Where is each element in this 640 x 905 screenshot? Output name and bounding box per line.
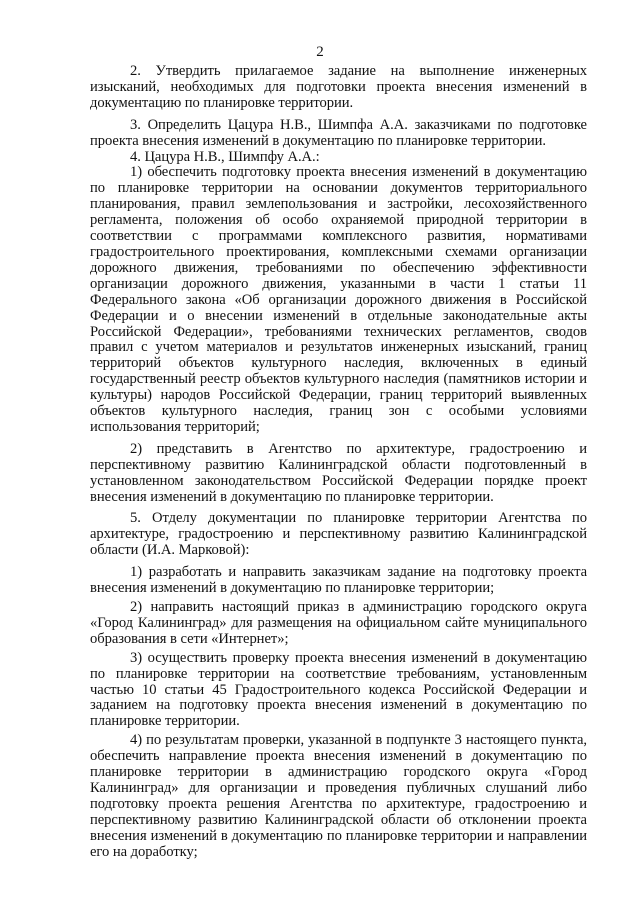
page-number: 2: [316, 44, 324, 60]
paragraph-develop-task: 1) разработать и направить заказчикам задание на подготовку проекта внесения изменений в документацию по планировке территории;: [90, 564, 587, 597]
paragraph-verification-results: 4) по результатам проверки, указанной в подпункте 3 настоящего пункта, обеспечить направление проекта внесения изменений в документацию по планировке территории в администрацию городского округа «Город Калининград» для организации и проведения публичных слушаний либо подготовку проекта решения Агентства по архитектуре, градостроению и перспективному развитию Калининградской области об отклонении проекта внесения изменений в документацию по планировке территории и направлении его на доработку;: [90, 732, 587, 860]
paragraph-ensure-preparation: 1) обеспечить подготовку проекта внесения изменений в документацию по планировке территории на основании документов территориального планирования, правил землепользования и застройки, лесохозяйственного регламента, положения об особо охраняемой природной территории в соответствии с программами комплексного развития, нормативами градостроительного проектирования, комплексными схемами организации дорожного движения, требованиями по обеспечению эффективности организации дорожного движения, указанными в части 1 статьи 11 Федерального закона «Об организации дорожного движения в Российской Федерации и о внесении изменений в отдельные законодательные акты Российской Федерации», требованиями технических регламентов, сводов правил с учетом материалов и результатов инженерных изысканий, границ территорий объектов культурного наследия, включенных в единый государственный реестр объектов культурного наследия (памятников истории и культуры) народов Российской Федерации, границ территорий выявленных объектов культурного наследия, границ зон с особыми условиями использования территорий;: [90, 164, 587, 435]
paragraph-define-customers: 3. Определить Цацура Н.В., Шимпфа А.А. заказчиками по подготовке проекта внесения изменений в документацию по планировке территории.: [90, 116, 587, 149]
paragraph-send-order: 2) направить настоящий приказ в администрацию городского округа «Город Калининград» для размещения на официальном сайте муниципального образования в сети «Интернет»;: [90, 599, 587, 647]
paragraph-verify-project: 3) осуществить проверку проекта внесения изменений в документацию по планировке территории на соответствие требованиям, установленным частью 10 статьи 45 Градостроительного кодекса Российской Федерации и заданием на подготовку проекта внесения изменений в документацию по планировке территории.: [90, 649, 587, 730]
paragraph-submit-to-agency: 2) представить в Агентство по архитектуре, градостроению и перспективному развитию Калининградской области подготовленный в установленном законодательством Российской Федерации порядке проект внесения изменений в документацию по планировке территории.: [90, 440, 587, 505]
paragraph-department-heading: 5. Отделу документации по планировке территории Агентства по архитектуре, градостроению и перспективному развитию Калининградской области (И.А. Марковой):: [90, 510, 587, 559]
paragraph-approve-task: 2. Утвердить прилагаемое задание на выполнение инженерных изысканий, необходимых для подготовки проекта внесения изменений в документацию по планировке территории.: [90, 63, 587, 111]
paragraph-customers-heading: 4. Цацура Н.В., Шимпфу А.А.:: [130, 148, 320, 165]
document-body: [90, 64, 587, 861]
